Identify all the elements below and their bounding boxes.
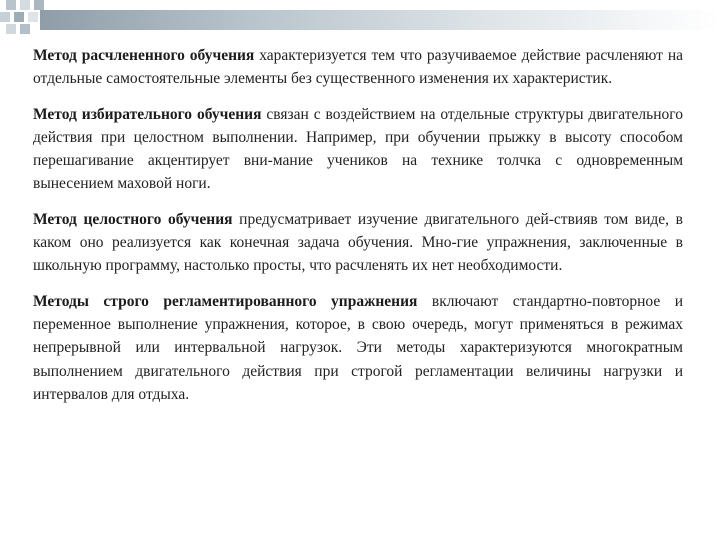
paragraph-text: включают стандартно-повторное и переменное выполнение упражнения, которое, в свою очередь, могут применяться в режимах непрерывной или интервальной нагрузок. Эти методы характеризуются многократным выполнением двигательного действия при строгой регламентации величины нагрузки и интервалов для отдыха. xyxy=(33,292,683,403)
paragraph-text: связан с воздействием на отдельные структуры двигательного действия при целостном выполнении. Например, при обучении прыжку в высоту способом перешагивание акцентирует вни-мание учеников на технике толчка с одновременным вынесением маховой ноги. xyxy=(33,105,683,193)
corner-square xyxy=(28,12,38,22)
corner-square xyxy=(0,12,10,22)
paragraph-holistic-method xyxy=(33,208,683,278)
corner-square xyxy=(20,24,30,34)
corner-square xyxy=(20,0,30,10)
corner-square xyxy=(6,24,16,34)
term-selective-method: Метод избирательного обучения xyxy=(33,105,262,123)
paragraph-text: предусматривает изучение двигательного дей-ствияв том виде, в каком оно реализуется как конечная задача обучения. Мно-гие упражнения, заключенные в школьную программу, настолько просты, что расчленять их нет необходимости. xyxy=(33,210,683,275)
header-gradient-bar xyxy=(40,10,720,30)
paragraph-selective-method xyxy=(33,103,683,196)
corner-square xyxy=(14,12,24,22)
term-partitioned-method: Метод расчлененного обучения xyxy=(33,47,255,64)
term-holistic-method: Метод целостного обучения xyxy=(33,210,233,228)
paragraph-partitioned-method xyxy=(33,44,683,91)
paragraph-text: характеризуется тем что разучиваемое действие расчленяют на отдельные самостоятельные элементы без существенного изменения их характеристик. xyxy=(33,47,684,88)
corner-square xyxy=(34,0,44,10)
term-regulated-exercise-methods: Методы строго регламентированного упражнения xyxy=(33,292,418,310)
paragraph-regulated-exercise-methods xyxy=(33,290,683,406)
slide-body xyxy=(33,44,683,418)
corner-square xyxy=(6,0,16,10)
